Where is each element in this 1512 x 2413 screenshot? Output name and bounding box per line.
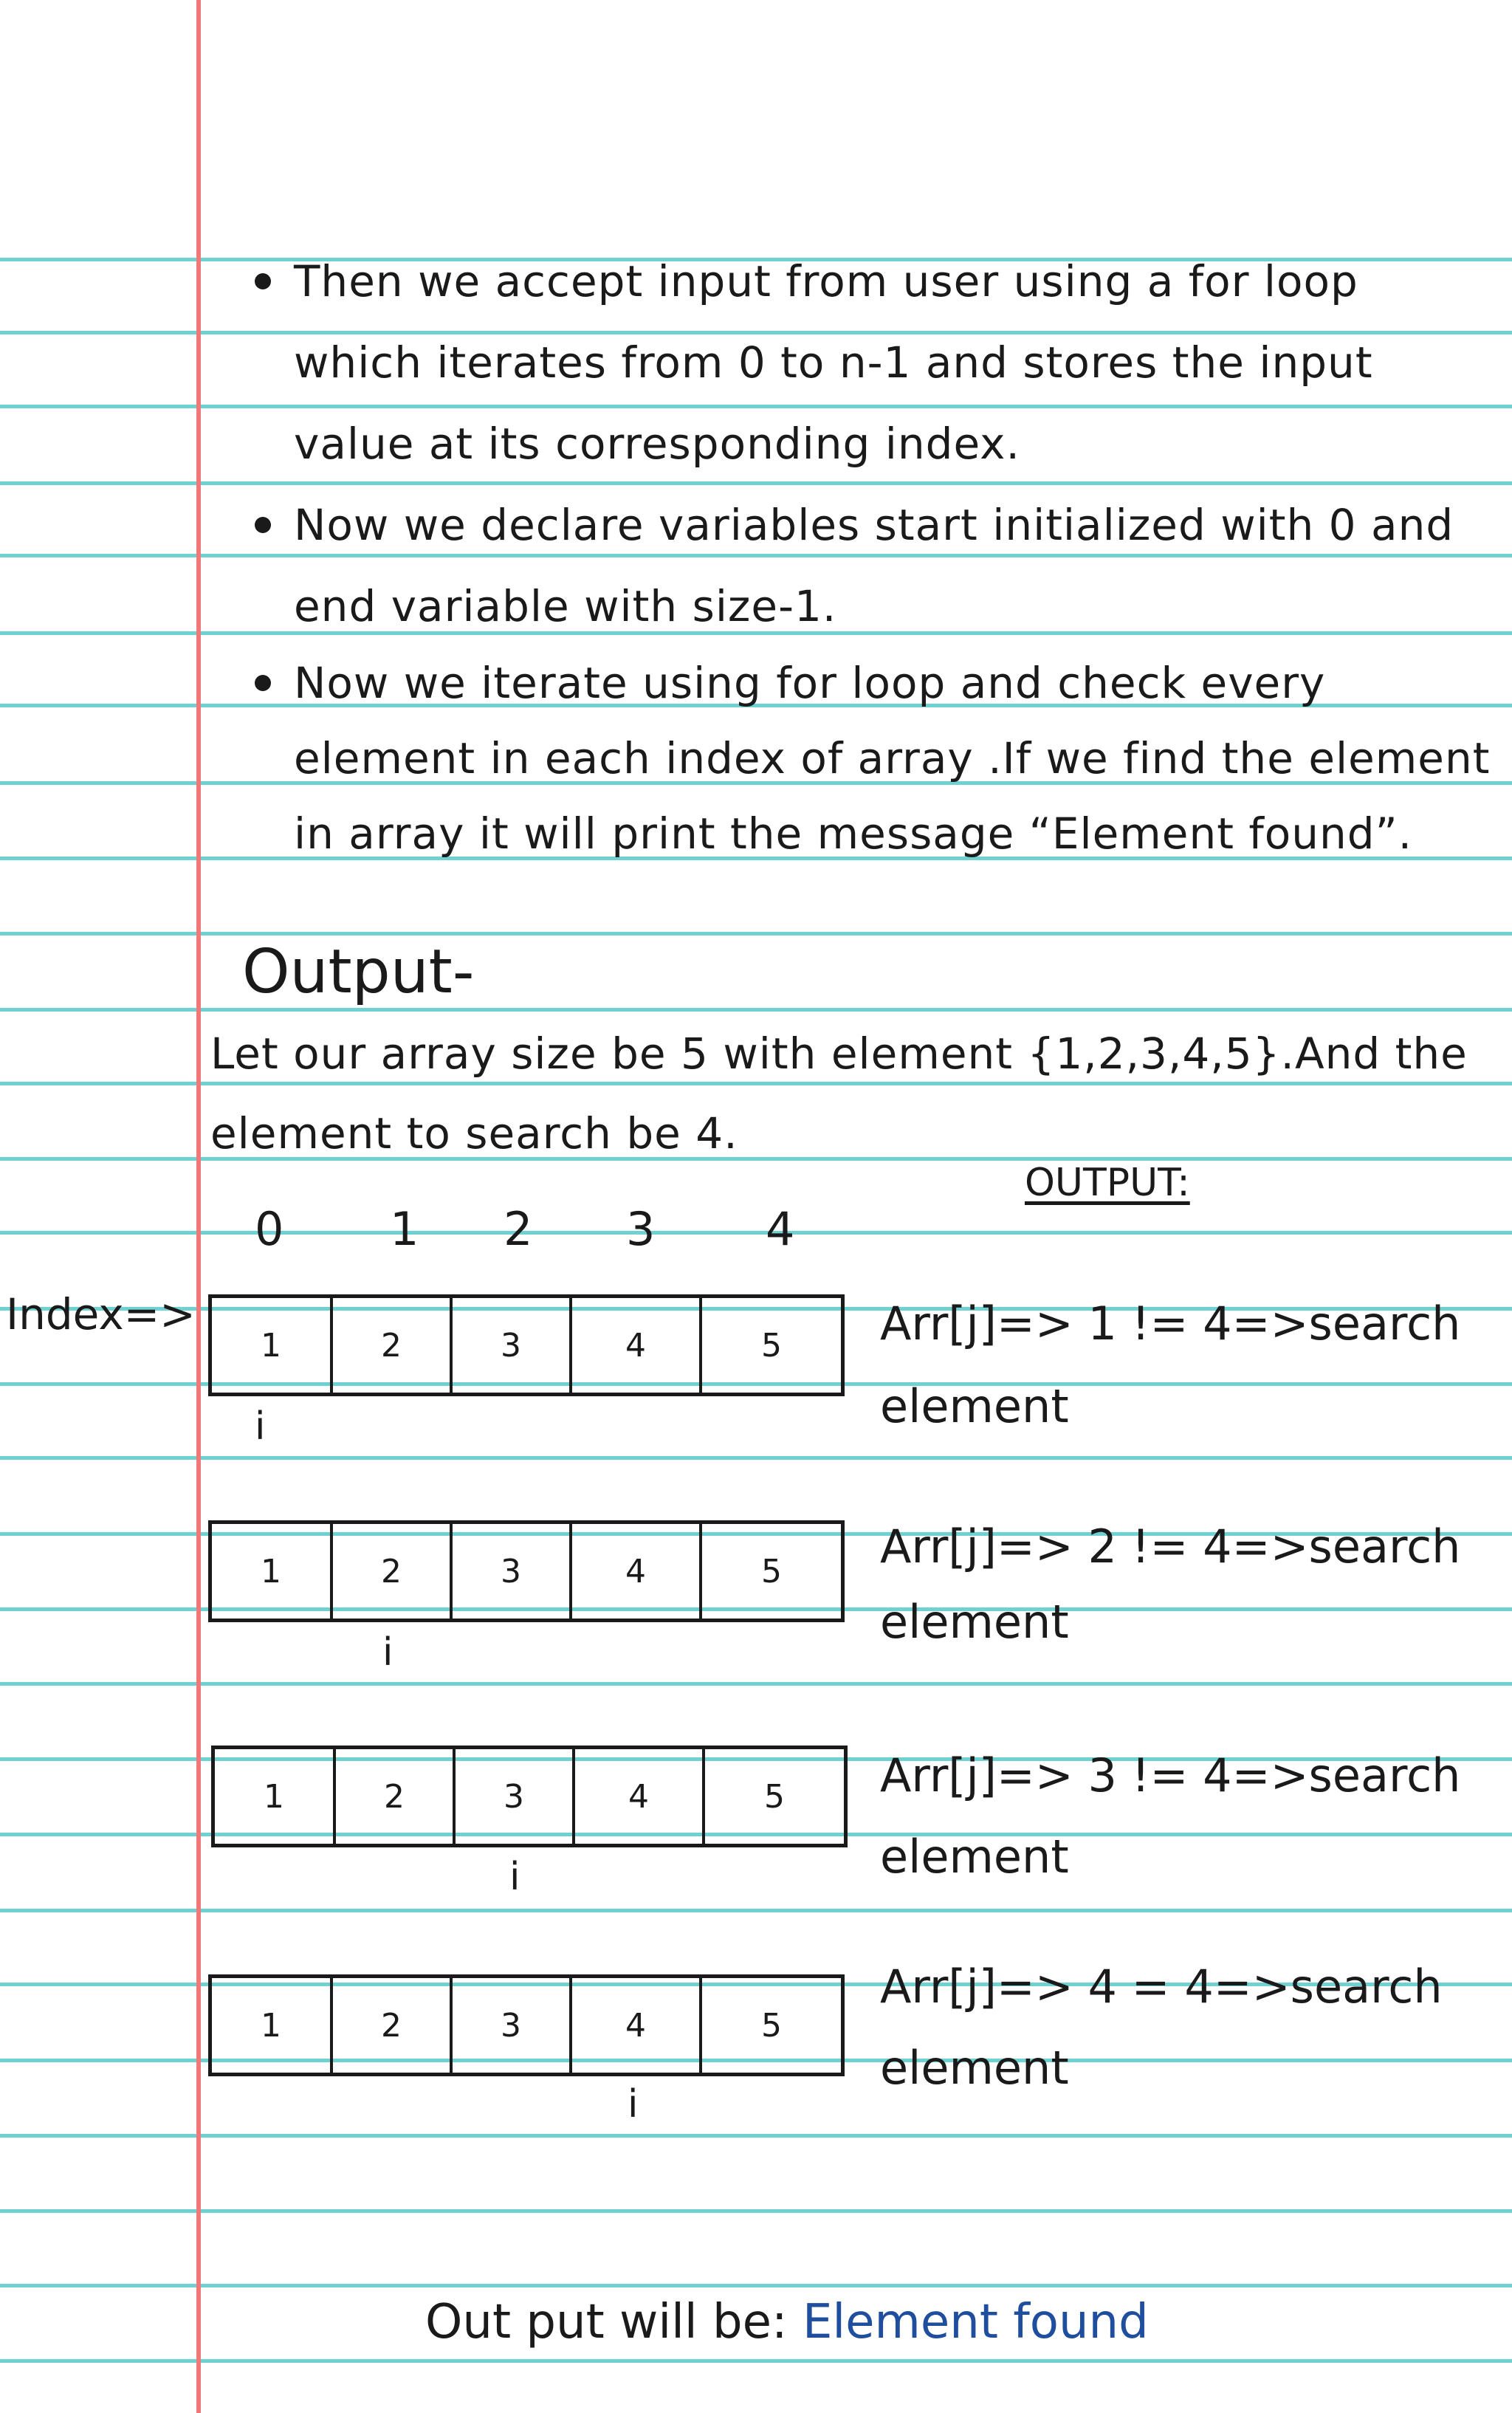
- array-cell: 1: [212, 1298, 333, 1393]
- step-4-line-2: element: [880, 2041, 1069, 2095]
- array-cell: 5: [761, 1552, 782, 1590]
- array-cell: 5: [764, 1777, 785, 1816]
- array-cell: 1: [215, 1749, 336, 1844]
- array-box: [208, 1294, 845, 1396]
- pointer-i: i: [628, 2082, 639, 2127]
- pointer-i: i: [382, 1630, 394, 1675]
- array-cell: 2: [333, 1978, 453, 2073]
- rule-line: [0, 1682, 1512, 1686]
- array-cell: 4: [572, 1978, 702, 2073]
- final-output-result: Element found: [802, 2295, 1149, 2350]
- index-number: 2: [504, 1202, 533, 1256]
- rule-line: [0, 932, 1512, 936]
- rule-line: [0, 2284, 1512, 2287]
- index-number: 1: [390, 1202, 419, 1256]
- rule-line: [0, 2209, 1512, 2213]
- bullet-2-line-1: Now we declare variables start initialized with 0 and: [294, 500, 1454, 550]
- array-cell: 4: [572, 1524, 702, 1619]
- array-cell: 4: [572, 1298, 702, 1393]
- output-heading: Output-: [242, 937, 475, 1007]
- bullet-3-line-3: in array it will print the message “Element found”.: [294, 809, 1413, 859]
- step-2-line-2: element: [880, 1595, 1069, 1649]
- array-cell: 3: [453, 1524, 572, 1619]
- step-2-line-1: Arr[j]=> 2 != 4=>search: [880, 1520, 1461, 1573]
- index-number: 0: [255, 1202, 284, 1256]
- index-row-label: Index=>: [6, 1289, 196, 1339]
- step-1-line-2: element: [880, 1379, 1069, 1433]
- array-box: [208, 1974, 845, 2076]
- bullet-3-line-2: element in each index of array .If we find the element: [294, 733, 1491, 783]
- array-cell: 3: [453, 1978, 572, 2073]
- index-number: 3: [626, 1202, 656, 1256]
- rule-line: [0, 554, 1512, 557]
- rule-line: [0, 405, 1512, 408]
- array-box: [208, 1520, 845, 1622]
- array-cell: 1: [212, 1978, 333, 2073]
- bullet-dot: [255, 675, 271, 691]
- step-4-line-1: Arr[j]=> 4 = 4=>search: [880, 1960, 1443, 2014]
- bullet-1-line-2: which iterates from 0 to n-1 and stores the input: [294, 337, 1373, 388]
- bullet-3-line-1: Now we iterate using for loop and check every: [294, 658, 1326, 708]
- array-cell: 5: [761, 2006, 782, 2045]
- intro-line-1: Let our array size be 5 with element {1,2,3,4,5}.And the: [210, 1029, 1468, 1079]
- bullet-dot: [255, 517, 271, 533]
- array-cell: 3: [456, 1749, 575, 1844]
- rule-line: [0, 1231, 1512, 1235]
- bullet-dot: [255, 273, 271, 289]
- rule-line: [0, 1008, 1512, 1012]
- step-3-line-1: Arr[j]=> 3 != 4=>search: [880, 1748, 1461, 1802]
- array-cell: 5: [761, 1326, 782, 1365]
- array-cell: 2: [336, 1749, 456, 1844]
- pointer-i: i: [509, 1855, 520, 1899]
- intro-line-2: element to search be 4.: [210, 1108, 738, 1159]
- bullet-1-line-1: Then we accept input from user using a for loop: [294, 256, 1358, 306]
- rule-line: [0, 1082, 1512, 1085]
- final-output-prefix: Out put will be:: [425, 2295, 803, 2350]
- rule-line: [0, 2359, 1512, 2363]
- output-label: OUTPUT:: [1025, 1161, 1190, 1205]
- rule-line: [0, 331, 1512, 334]
- bullet-2-line-2: end variable with size-1.: [294, 581, 837, 631]
- bullet-1-line-3: value at its corresponding index.: [294, 419, 1020, 469]
- step-3-line-2: element: [880, 1830, 1069, 1884]
- rule-line: [0, 1456, 1512, 1460]
- array-cell: 3: [453, 1298, 572, 1393]
- array-cell: 2: [333, 1298, 453, 1393]
- step-1-line-1: Arr[j]=> 1 != 4=>search: [880, 1297, 1461, 1350]
- array-cell: 4: [575, 1749, 705, 1844]
- array-box: [211, 1746, 848, 1847]
- index-number: 4: [766, 1202, 795, 1256]
- final-output: [425, 2295, 1149, 2350]
- pointer-i: i: [255, 1404, 266, 1449]
- rule-line: [0, 481, 1512, 485]
- rule-line: [0, 1909, 1512, 1912]
- array-cell: 1: [212, 1524, 333, 1619]
- rule-line: [0, 2134, 1512, 2138]
- array-cell: 2: [333, 1524, 453, 1619]
- margin-line: [196, 0, 201, 2413]
